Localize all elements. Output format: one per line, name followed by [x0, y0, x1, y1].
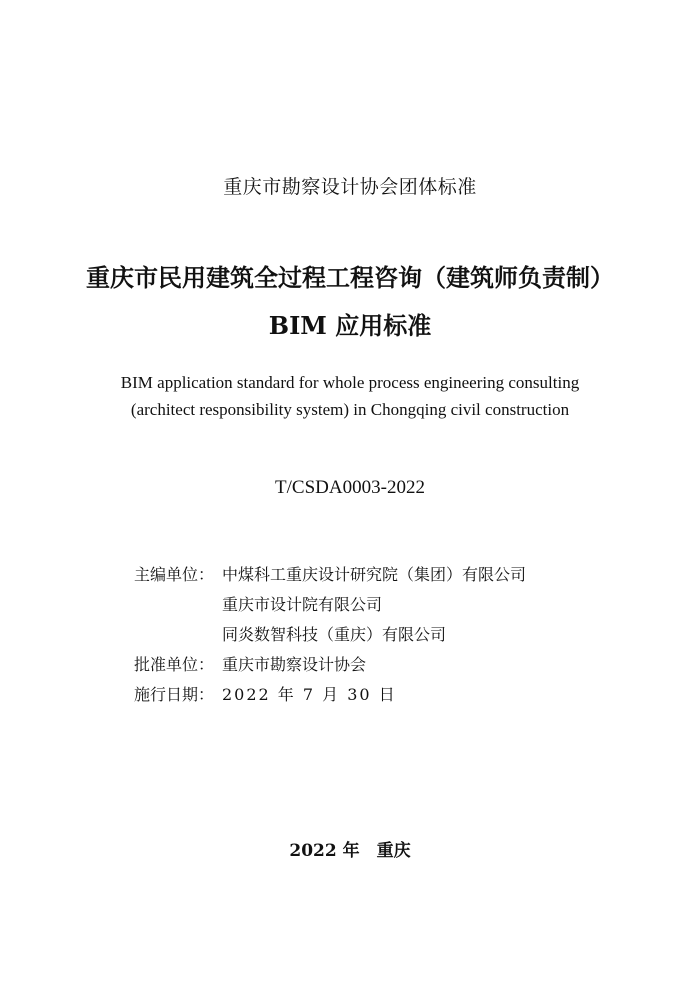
approver-row: [134, 650, 526, 680]
editor-unit: 同炎数智科技（重庆）有限公司: [222, 625, 447, 644]
approver-label: 批准单位：: [134, 655, 215, 674]
editor-unit: 中煤科工重庆设计研究院（集团）有限公司: [222, 565, 527, 584]
effective-date-row: [134, 680, 526, 710]
effective-date-label: 施行日期：: [134, 685, 215, 704]
editors-label: 主编单位：: [134, 565, 215, 584]
main-title-line-2: BIM 应用标准: [268, 311, 432, 340]
standard-number: T/CSDA0003-2022: [275, 477, 425, 498]
english-title: [0, 369, 700, 423]
effective-date-value: 2022 年 7 月 30 日: [222, 685, 397, 704]
editors-row: [134, 560, 526, 650]
organization-standard-heading: 重庆市勘察设计协会团体标准: [223, 176, 477, 198]
approver-value: 重庆市勘察设计协会: [222, 655, 367, 674]
main-title-line-1: 重庆市民用建筑全过程工程咨询（建筑师负责制）: [86, 263, 614, 292]
editor-unit: 重庆市设计院有限公司: [222, 595, 383, 614]
publication-info: [134, 560, 526, 710]
footer-year-city: 2022 年 重庆: [289, 841, 411, 861]
english-title-line-2: (architect responsibility system) in Chongqing civil construction: [130, 400, 570, 419]
english-title-line-1: BIM application standard for whole process engineering consulting: [120, 373, 580, 392]
editors-list: [222, 560, 526, 650]
